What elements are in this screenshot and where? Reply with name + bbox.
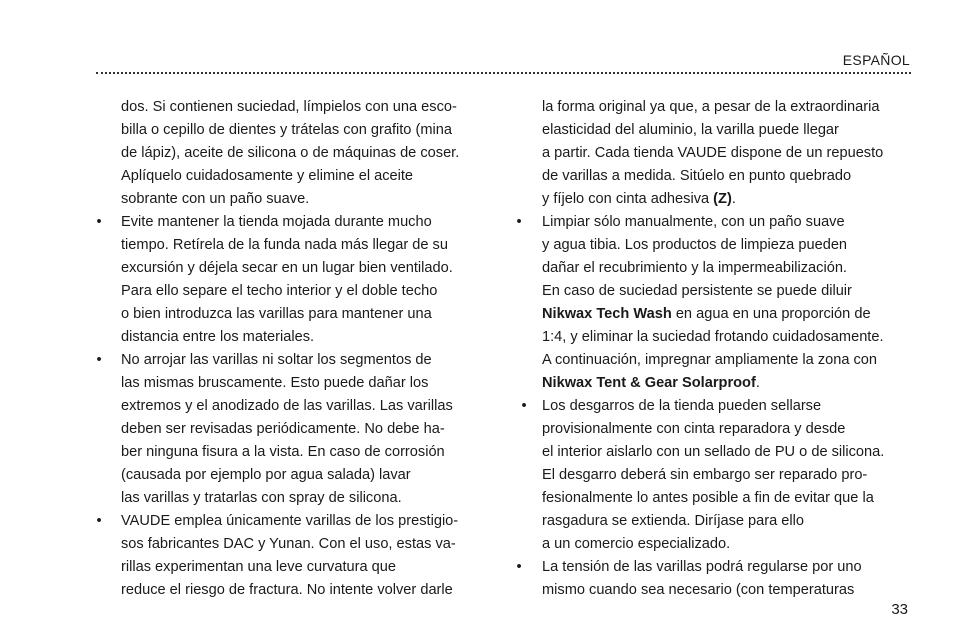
text-line: y agua tibia. Los productos de limpieza pueden	[542, 237, 848, 253]
text-line: dos. Si contienen suciedad, límpielos con una esco-	[121, 99, 457, 115]
language-label: ESPAÑOL	[842, 52, 910, 68]
bullet-item-tension	[516, 556, 914, 602]
text-line: el interior aislarlo con un sellado de PU o de silicona.	[542, 444, 885, 460]
text-run: .	[731, 191, 736, 207]
text-line: sobrante con un paño suave.	[121, 191, 310, 207]
text-line: A continuación, impregnar ampliamente la zona con	[542, 352, 878, 368]
page-number: 33	[891, 601, 908, 618]
text-line: la forma original ya que, a pesar de la extraordinaria	[542, 99, 880, 115]
bullet-item-pole-manufacturers	[96, 510, 493, 602]
text-line: rasgadura se extienda. Diríjase para ello	[542, 513, 805, 529]
continuation-paragraph	[542, 96, 914, 211]
text-line: ber ninguna fisura a la vista. En caso de corrosión	[121, 444, 445, 460]
text-line: billa o cepillo de dientes y trátelas con grafito (mina	[121, 122, 452, 138]
dotted-header-rule	[96, 72, 911, 74]
text-line: extremos y el anodizado de las varillas. Las varillas	[121, 398, 453, 414]
text-line: VAUDE emplea únicamente varillas de los prestigio-	[121, 513, 459, 529]
text-line: distancia entre los materiales.	[121, 329, 315, 345]
bullet-item-poles-care	[96, 349, 493, 510]
text-run: .	[755, 375, 760, 391]
text-line: mismo cuando sea necesario (con temperaturas	[542, 582, 855, 598]
text-run: y fíjelo con cinta adhesiva	[542, 191, 714, 207]
text-line: sos fabricantes DAC y Yunan. Con el uso, estas va-	[121, 536, 456, 552]
continuation-paragraph	[121, 96, 493, 211]
text-line	[542, 188, 914, 211]
bullet-icon: •	[96, 352, 102, 368]
text-line: Para ello separe el techo interior y el doble techo	[121, 283, 438, 299]
text-line: excursión y déjela secar en un lugar bien ventilado.	[121, 260, 453, 276]
text-line: No arrojar las varillas ni soltar los segmentos de	[121, 352, 432, 368]
text-line: a partir. Cada tienda VAUDE dispone de un repuesto	[542, 145, 884, 161]
text-line: de varillas a medida. Sitúelo en punto quebrado	[542, 168, 852, 184]
text-line: rillas experimentan una leve curvatura que	[121, 559, 397, 575]
bullet-item-wet-tent	[96, 211, 493, 349]
bullet-icon: •	[516, 559, 522, 575]
text-line: En caso de suciedad persistente se puede diluir	[542, 283, 852, 299]
bullet-item-tears	[521, 395, 914, 556]
bullet-icon: •	[521, 398, 527, 414]
text-line: El desgarro deberá sin embargo ser reparado pro-	[542, 467, 868, 483]
text-line: tiempo. Retírela de la funda nada más llegar de su	[121, 237, 448, 253]
bullet-icon: •	[96, 214, 102, 230]
text-line: reduce el riesgo de fractura. No intente volver darle	[121, 582, 453, 598]
text-line: deben ser revisadas periódicamente. No debe ha-	[121, 421, 445, 437]
text-line: las varillas y tratarlas con spray de silicona.	[121, 490, 402, 506]
text-line: Los desgarros de la tienda pueden sellarse	[542, 398, 822, 414]
bullet-item-cleaning	[516, 211, 914, 395]
text-line: las mismas bruscamente. Esto puede dañar los	[121, 375, 429, 391]
text-line: de lápiz), aceite de silicona o de máquinas de coser.	[121, 145, 460, 161]
right-column	[516, 96, 914, 602]
text-line: a un comercio especializado.	[542, 536, 731, 552]
product-name-tech-wash: Nikwax Tech Wash	[542, 306, 672, 322]
figure-reference-z: (Z)	[713, 191, 732, 207]
text-line: Aplíquelo cuidadosamente y elimine el aceite	[121, 168, 414, 184]
text-line: Evite mantener la tienda mojada durante mucho	[121, 214, 432, 230]
text-line: 1:4, y eliminar la suciedad frotando cuidadosamente.	[542, 329, 884, 345]
text-line: La tensión de las varillas podrá regularse por uno	[542, 559, 862, 575]
bullet-icon: •	[516, 214, 522, 230]
text-line: o bien introduzca las varillas para mantener una	[121, 306, 432, 322]
text-run: en agua en una proporción de	[671, 306, 871, 322]
text-line	[542, 372, 914, 395]
text-line: dañar el recubrimiento y la impermeabilización.	[542, 260, 847, 276]
product-name-solarproof: Nikwax Tent & Gear Solarproof	[542, 375, 756, 391]
left-column	[96, 96, 493, 602]
text-line: fesionalmente lo antes posible a fin de evitar que la	[542, 490, 874, 506]
text-line	[542, 303, 914, 326]
text-line: provisionalmente con cinta reparadora y desde	[542, 421, 846, 437]
text-line: elasticidad del aluminio, la varilla puede llegar	[542, 122, 839, 138]
bullet-icon: •	[96, 513, 102, 529]
text-line: Limpiar sólo manualmente, con un paño suave	[542, 214, 845, 230]
text-line: (causada por ejemplo por agua salada) lavar	[121, 467, 411, 483]
